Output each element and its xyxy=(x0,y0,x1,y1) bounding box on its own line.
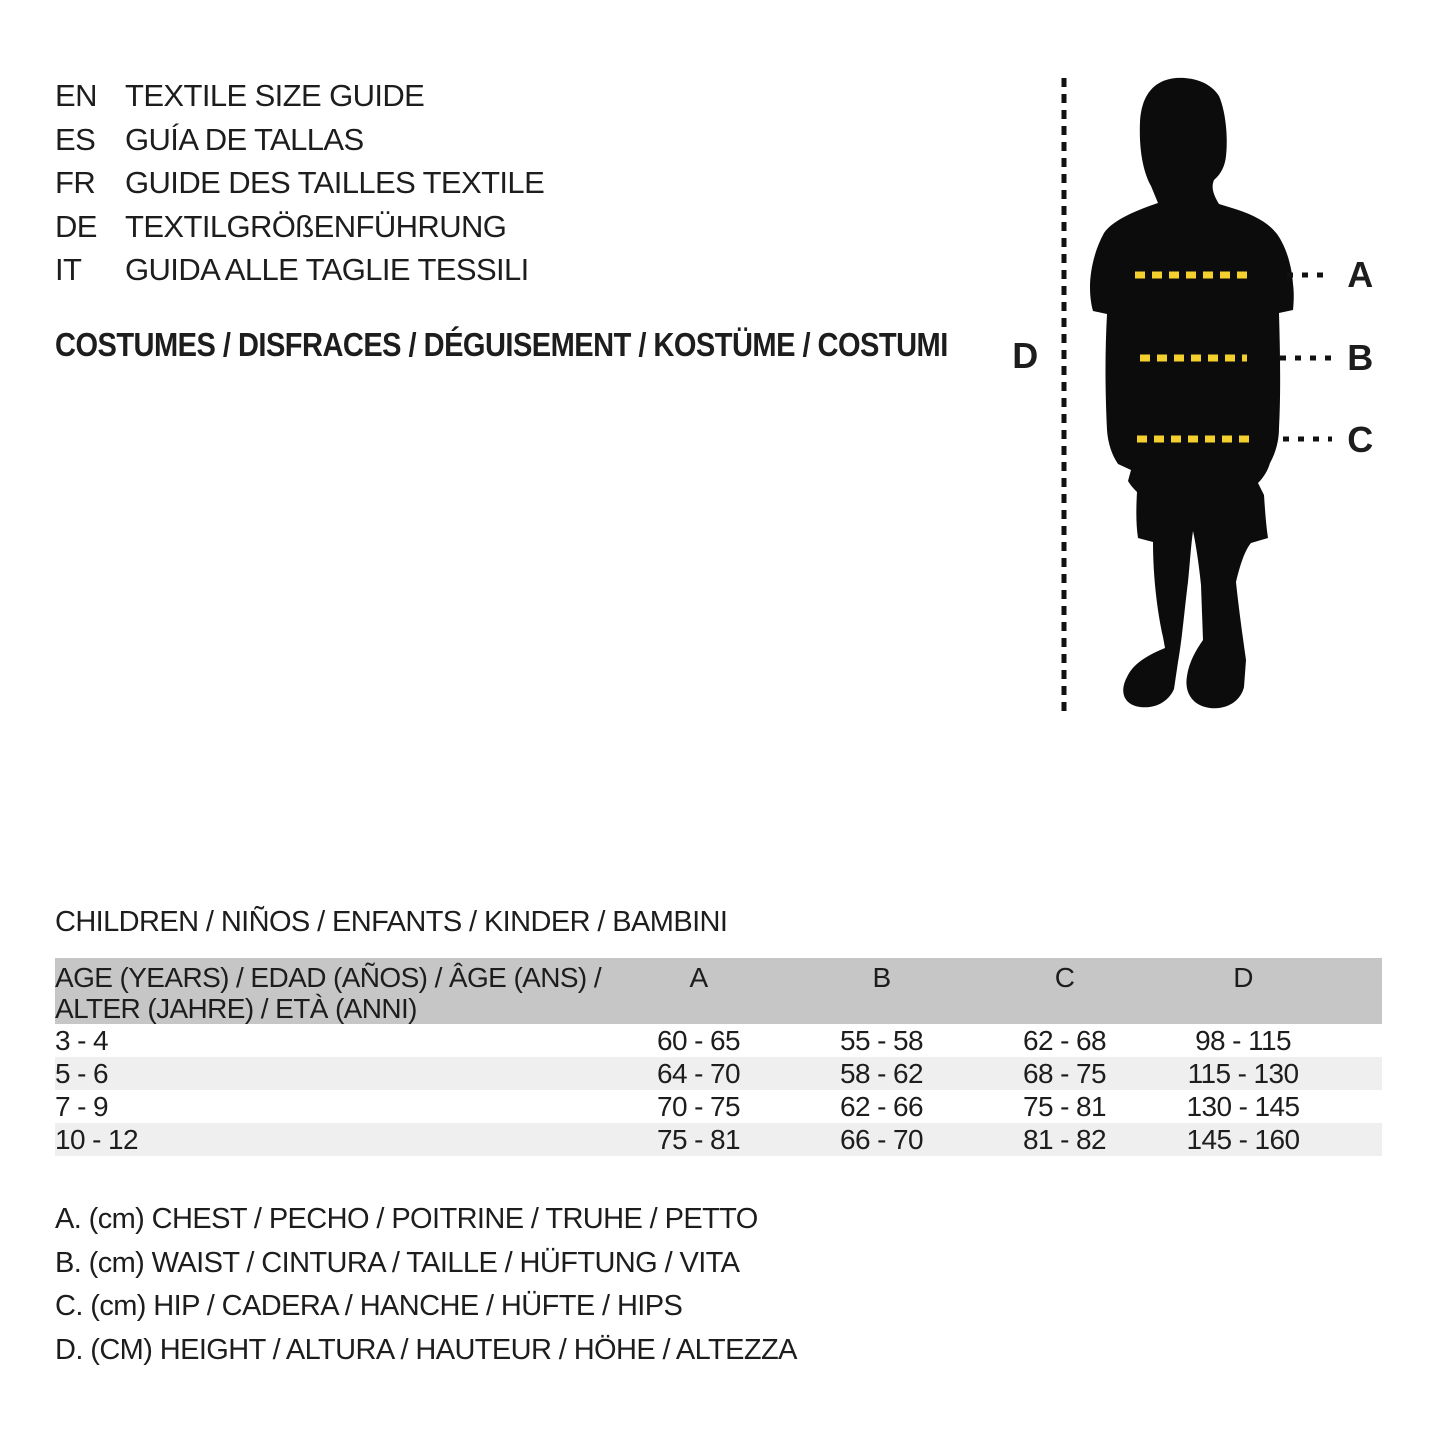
table-spacer-cell xyxy=(1330,1123,1382,1156)
age-header-line2: ALTER (JAHRE) / ETÀ (ANNI) xyxy=(55,993,417,1024)
chest-cell: 75 - 81 xyxy=(657,1123,740,1155)
table-row xyxy=(55,1024,1382,1057)
age-cell: 3 - 4 xyxy=(55,1024,109,1056)
column-header-b: B xyxy=(872,962,891,993)
chest-cell: 64 - 70 xyxy=(657,1057,740,1089)
table-spacer-cell xyxy=(1330,1090,1382,1123)
language-title: GUIDE DES TAILLES TEXTILE xyxy=(125,165,545,200)
height-cell: 115 - 130 xyxy=(1187,1057,1299,1089)
height-cell: 145 - 160 xyxy=(1186,1123,1300,1155)
table-row xyxy=(55,1123,1382,1156)
language-row xyxy=(55,118,544,162)
legend-chest: A. (cm) CHEST / PECHO / POITRINE / TRUHE / PETTO xyxy=(55,1203,758,1235)
measure-legend xyxy=(55,1198,797,1372)
language-row xyxy=(55,248,544,292)
measure-label-chest: A xyxy=(1347,254,1373,295)
language-title: GUÍA DE TALLAS xyxy=(125,121,364,157)
measure-label-height: D xyxy=(1012,335,1038,376)
hip-cell: 81 - 82 xyxy=(1023,1123,1106,1155)
language-title-list xyxy=(55,74,544,292)
age-cell: 7 - 9 xyxy=(55,1090,109,1122)
language-row xyxy=(55,74,544,118)
column-header-c: C xyxy=(1054,962,1075,993)
table-spacer-cell xyxy=(1330,958,1382,1024)
language-code: IT xyxy=(55,252,82,287)
waist-cell: 62 - 66 xyxy=(840,1090,923,1122)
legend-hip: C. (cm) HIP / CADERA / HANCHE / HÜFTE / HIPS xyxy=(55,1290,683,1323)
height-cell: 98 - 115 xyxy=(1195,1024,1291,1056)
table-spacer-cell xyxy=(1330,1024,1382,1057)
language-title: TEXTILGRÖßENFÜHRUNG xyxy=(125,208,507,244)
section-title-children: CHILDREN / NIÑOS / ENFANTS / KINDER / BAMBINI xyxy=(55,906,728,938)
waist-cell: 66 - 70 xyxy=(840,1123,923,1155)
language-code: DE xyxy=(55,208,97,244)
language-title: TEXTILE SIZE GUIDE xyxy=(125,78,425,113)
hip-cell: 68 - 75 xyxy=(1023,1057,1106,1089)
column-header-a: A xyxy=(689,962,708,993)
table-row xyxy=(55,1090,1382,1123)
column-header-d: D xyxy=(1233,962,1253,993)
language-row xyxy=(55,161,544,205)
child-silhouette-figure xyxy=(1000,40,1445,760)
age-cell: 5 - 6 xyxy=(55,1057,109,1089)
size-table xyxy=(55,958,1382,1156)
language-title: GUIDA ALLE TAGLIE TESSILI xyxy=(125,252,529,287)
age-header-line1: AGE (YEARS) / EDAD (AÑOS) / ÂGE (ANS) / xyxy=(55,962,602,993)
age-column-header xyxy=(55,958,607,1024)
hip-cell: 62 - 68 xyxy=(1023,1024,1106,1056)
height-cell: 130 - 145 xyxy=(1186,1090,1300,1122)
waist-cell: 55 - 58 xyxy=(840,1024,923,1056)
language-code: ES xyxy=(55,121,96,157)
language-row xyxy=(55,205,544,249)
category-title: COSTUMES / DISFRACES / DÉGUISEMENT / KOSTÜME / COSTUMI xyxy=(55,326,948,363)
table-spacer-cell xyxy=(1330,1057,1382,1090)
chest-cell: 60 - 65 xyxy=(657,1024,740,1056)
age-cell: 10 - 12 xyxy=(55,1123,138,1155)
table-row xyxy=(55,1057,1382,1090)
legend-waist: B. (cm) WAIST / CINTURA / TAILLE / HÜFTUNG / VITA xyxy=(55,1246,740,1279)
hip-cell: 75 - 81 xyxy=(1023,1090,1106,1122)
language-code: FR xyxy=(55,165,96,200)
chest-cell: 70 - 75 xyxy=(657,1090,740,1122)
measure-label-waist: B xyxy=(1347,337,1373,378)
measure-label-hip: C xyxy=(1347,419,1373,460)
child-silhouette xyxy=(1090,78,1294,708)
waist-cell: 58 - 62 xyxy=(840,1057,923,1089)
size-table-header-row xyxy=(55,958,1382,1024)
language-code: EN xyxy=(55,78,97,113)
legend-height: D. (CM) HEIGHT / ALTURA / HAUTEUR / HÖHE / ALTEZZA xyxy=(55,1333,797,1366)
